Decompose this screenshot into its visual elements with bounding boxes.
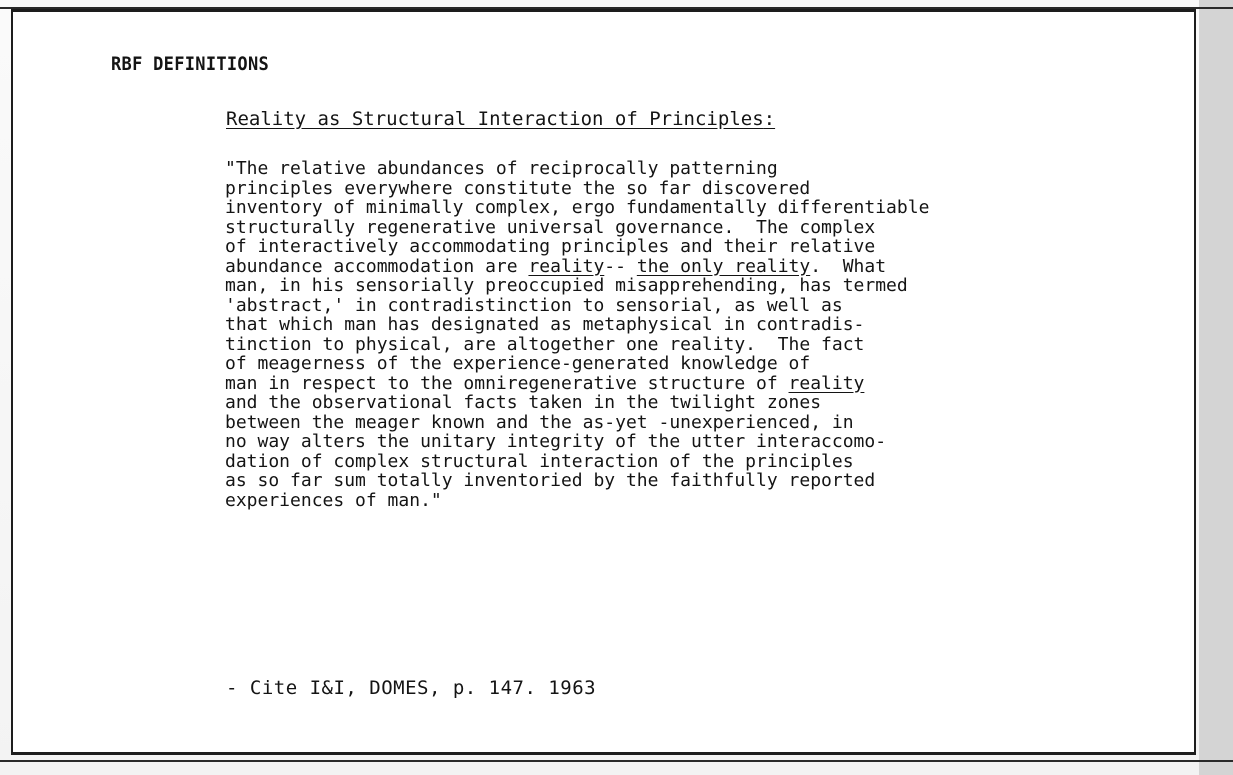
- quote-line: between the meager known and the as-yet -unexperienced, in: [225, 411, 854, 433]
- quote-line: inventory of minimally complex, ergo fundamentally differentiable: [225, 197, 930, 218]
- quote-line: as so far sum totally inventoried by the faithfully reported: [225, 470, 876, 491]
- quote-fragment: abundance accommodation are: [225, 255, 529, 277]
- definition-title-text: Reality as Structural Interaction of Principles: [226, 108, 764, 130]
- quote-line: 'abstract,' in contradistinction to sensorial, as well as: [225, 294, 843, 316]
- quote-line: and the observational facts taken in the twilight zones: [225, 392, 822, 413]
- emphasis-reality: reality: [528, 255, 605, 277]
- quote-line: man, in his sensorially preoccupied misapprehending, has termed: [225, 275, 908, 296]
- bottom-border-line: [0, 760, 1233, 762]
- emphasis-reality: reality: [788, 372, 865, 394]
- quote-fragment: . What: [810, 255, 887, 277]
- definition-title: [226, 108, 775, 130]
- card-heading: RBF DEFINITIONS: [111, 54, 270, 76]
- quote-line: of meagerness of the experience-generated knowledge of: [225, 353, 811, 374]
- quote-line: tinction to physical, are altogether one reality. The fact: [225, 333, 865, 355]
- quote-line: structurally regenerative universal governance. The complex: [225, 216, 876, 238]
- quote-fragment: man in respect to the omniregenerative structure of: [225, 372, 789, 394]
- definition-title-colon: :: [763, 108, 776, 130]
- quote-line: that which man has designated as metaphysical in contradis-: [225, 314, 865, 335]
- quote-line-with-emphasis: [225, 374, 929, 394]
- quote-fragment: --: [604, 255, 637, 277]
- scan-edge-strip: [1199, 0, 1233, 775]
- quote-line: dation of complex structural interaction of the principles: [225, 450, 854, 472]
- quote-line: of interactively accommodating principles and their relative: [225, 236, 876, 257]
- quote-line: experiences of man.": [225, 489, 442, 511]
- quote-body: [225, 159, 929, 510]
- citation: - Cite I&I, DOMES, p. 147. 1963: [226, 677, 597, 699]
- quote-line: no way alters the unitary integrity of the utter interaccomo-: [225, 431, 887, 452]
- quote-line: principles everywhere constitute the so far discovered: [225, 177, 811, 199]
- emphasis-the-only-reality: the only reality: [636, 255, 811, 277]
- quote-line-with-emphasis: [225, 257, 929, 277]
- quote-line: "The relative abundances of reciprocally patterning: [225, 158, 778, 179]
